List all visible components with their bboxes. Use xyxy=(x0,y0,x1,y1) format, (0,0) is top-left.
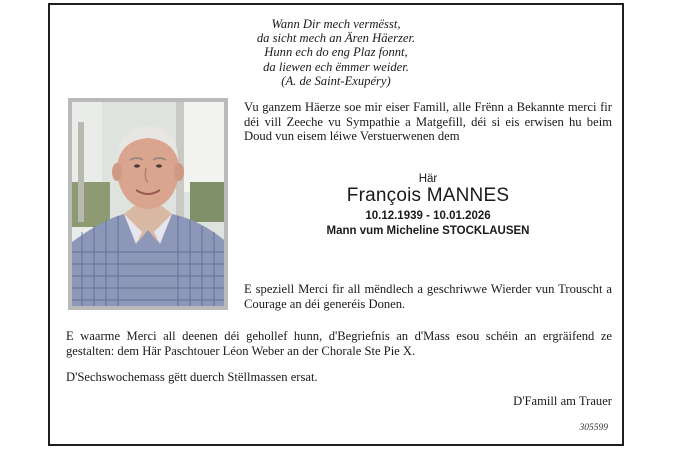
poem-attribution: (A. de Saint-Exupéry) xyxy=(281,73,391,88)
reference-number: 305599 xyxy=(579,423,608,433)
deceased-spouse: Mann vum Micheline STOCKLAUSEN xyxy=(326,225,530,237)
family-signature: D'Famill am Trauer xyxy=(513,394,612,408)
mass-note: D'Sechswochemass gëtt duerch Stëllmassen ersat. xyxy=(66,370,318,384)
deceased-dates: 10.12.1939 - 10.01.2026 xyxy=(365,210,491,222)
poem-line: da liewen ech ëmmer weider. xyxy=(263,59,409,74)
poem-line: Hunn ech do eng Plaz fonnt, xyxy=(264,45,408,60)
warm-thanks-text: E waarme Merci all deenen déi gehollef hunn, d'Begriefnis an d'Mass esou schéin an ergräifend ze gestalten: dem Här Paschtouer Léon Weber an der Chorale Ste Pie X. xyxy=(66,329,612,358)
poem-line: da sicht mech an Ären Häerzer. xyxy=(256,31,416,46)
special-thanks-text: E speziell Merci fir all mëndlech a geschriwwe Wierder vun Trouscht a Courage an déi generéis Donen. xyxy=(244,282,612,311)
intro-text: Vu ganzem Häerze soe mir eiser Famill, alle Frënn a Bekannte merci fir déi vill Zeeche vu Sympathie a Matgefill, déi si eis erwisen hu beim Doud vun eisem léiwe Verstuerwenen dem xyxy=(244,100,612,144)
deceased-name: François MANNES xyxy=(346,185,510,206)
poem xyxy=(50,17,622,88)
portrait-photo xyxy=(68,98,228,310)
deceased-title: Här xyxy=(418,173,438,185)
obituary-notice xyxy=(48,3,624,446)
poem-line: Wann Dir mech vermësst, xyxy=(271,17,401,31)
